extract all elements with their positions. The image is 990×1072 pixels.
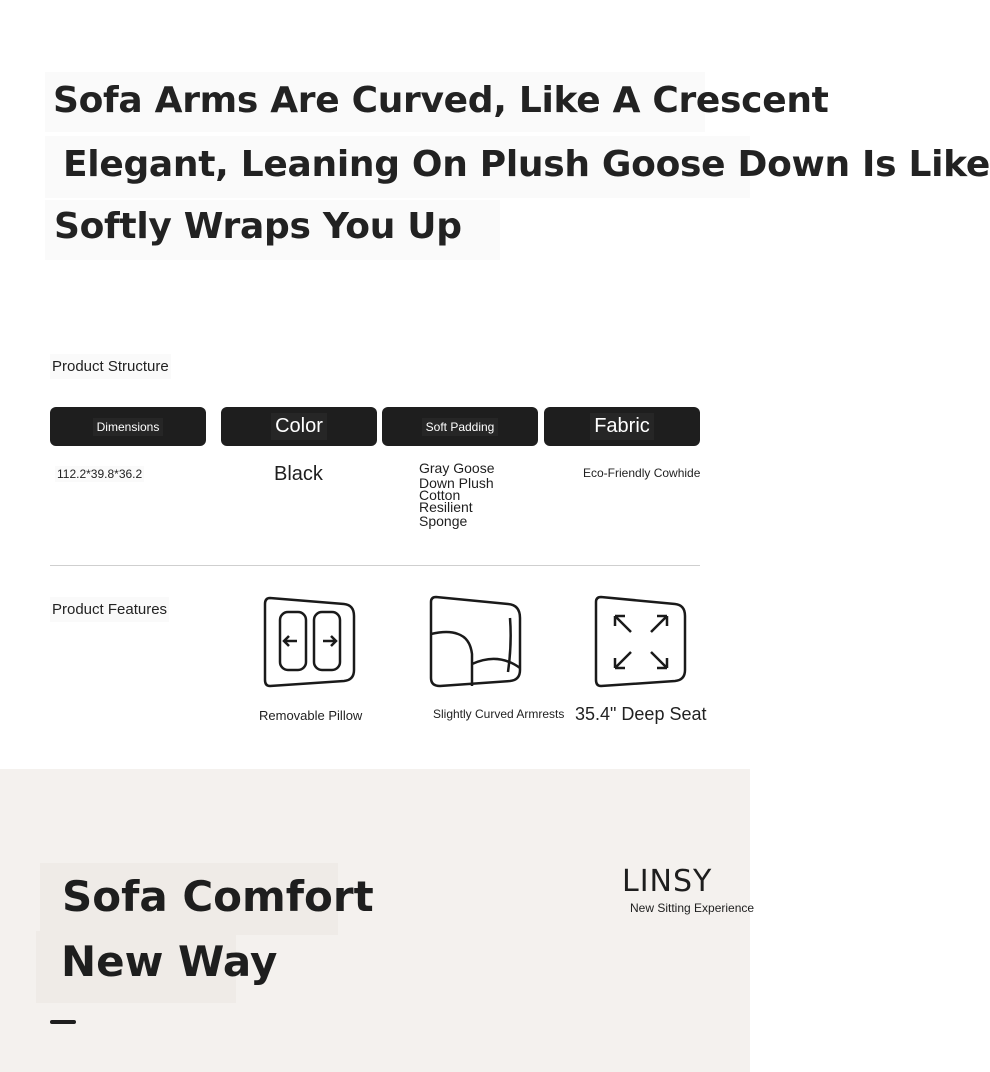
brand-section [0,769,755,1072]
soft-padding-line-3: Cotton [419,487,461,503]
dimensions-header-text: Dimensions [93,418,164,436]
dimensions-header [50,407,206,446]
accent-bar [50,1020,76,1024]
brand-logo: LINSY [622,864,713,899]
curved-armrest-icon [428,594,524,690]
color-value: Black [274,463,323,485]
brand-title-line-2: New Way [61,937,278,986]
brand-tagline: New Sitting Experience [630,901,755,915]
color-header-text: Color [271,413,327,440]
color-header [221,407,377,446]
soft-padding-header [382,407,538,446]
soft-padding-header-text: Soft Padding [422,418,499,436]
deep-seat-label: 35.4" Deep Seat [575,704,707,724]
fabric-value: Eco-Friendly Cowhide [583,466,701,480]
expand-arrows-icon [593,594,689,690]
fabric-header-text: Fabric [590,413,654,440]
soft-padding-line-4: Resilient [419,499,473,515]
curved-armrest-label: Slightly Curved Armrests [433,707,565,721]
soft-padding-value [419,461,494,528]
soft-padding-line-5: Sponge [419,513,468,529]
fabric-header [544,407,700,446]
product-structure-label: Product Structure [50,354,171,379]
removable-pillow-icon [262,594,358,690]
headline-line-1: Sofa Arms Are Curved, Like A Crescent [53,80,829,121]
headline-line-2: Elegant, Leaning On Plush Goose Down Is Like [63,144,990,185]
brand-title-line-1: Sofa Comfort [62,872,374,921]
soft-padding-line-2: Down Plush [419,475,494,491]
dimensions-value: 112.2*39.8*36.2 [57,467,143,481]
soft-padding-line-1: Gray Goose [419,460,495,476]
removable-pillow-label: Removable Pillow [259,708,363,723]
headline-line-3: Softly Wraps You Up [54,206,462,247]
section-divider [50,565,700,566]
product-features-label: Product Features [50,597,169,622]
